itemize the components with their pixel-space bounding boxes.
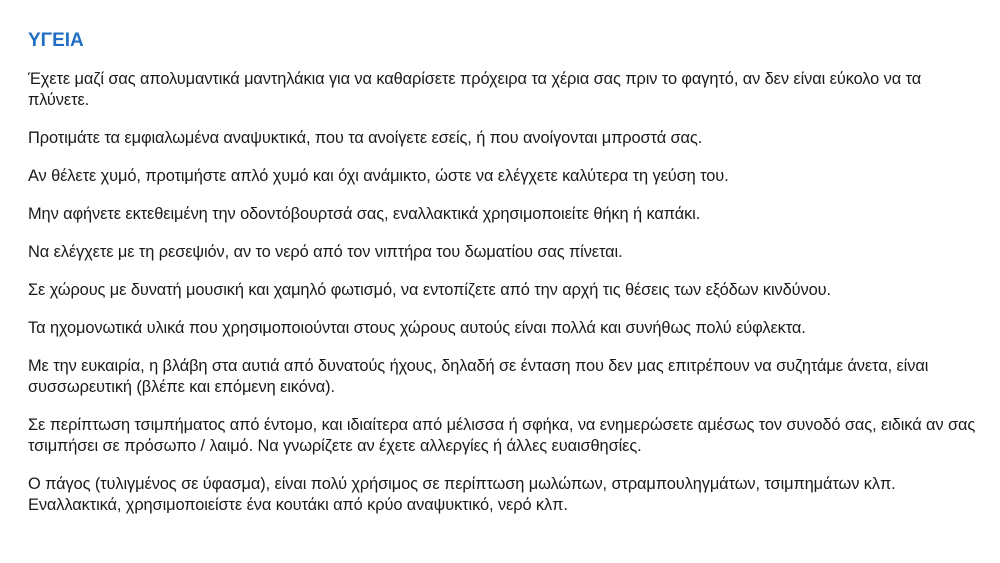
paragraph-insect-sting: Σε περίπτωση τσιμπήματος από έντομο, και ιδιαίτερα από μέλισσα ή σφήκα, να ενημερώσετε αμέσως τον συνοδό σας, ειδικά αν σας τσιμπήσει σε πρόσωπο / λαιμό. Να γνωρίζετε αν έχετε αλλεργίες ή άλλες ευαισθησίες. <box>28 416 976 455</box>
page-title: ΥΓΕΙΑ <box>28 30 84 51</box>
paragraph-hearing-damage: Με την ευκαιρία, η βλάβη στα αυτιά από δυνατούς ήχους, δηλαδή σε ένταση που δεν μας επιτρέπουν να συζητάμε άνετα, είναι συσσωρευτική (βλέπε και επόμενη εικόνα). <box>28 357 929 396</box>
paragraph-bottled-drinks: Προτιμάτε τα εμφιαλωμένα αναψυκτικά, που τα ανοίγετε εσείς, ή που ανοίγονται μπροστά σας. <box>28 129 703 147</box>
document-page <box>28 30 978 533</box>
paragraph-sanitizer-wipes: Έχετε μαζί σας απολυμαντικά μαντηλάκια για να καθαρίσετε πρόχειρα τα χέρια σας πριν το φαγητό, αν δεν είναι εύκολο να τα πλύνετε. <box>28 70 922 109</box>
paragraph-soundproofing: Τα ηχομονωτικά υλικά που χρησιμοποιούνται στους χώρους αυτούς είναι πολλά και συνήθως πολύ εύφλεκτα. <box>28 319 806 337</box>
paragraph-toothbrush: Μην αφήνετε εκτεθειμένη την οδοντόβουρτσά σας, εναλλακτικά χρησιμοποιείτε θήκη ή καπάκι. <box>28 205 701 223</box>
paragraph-emergency-exits: Σε χώρους με δυνατή μουσική και χαμηλό φωτισμό, να εντοπίζετε από την αρχή τις θέσεις των εξόδων κινδύνου. <box>28 281 831 299</box>
paragraph-tap-water: Να ελέγχετε με τη ρεσεψιόν, αν το νερό από τον νιπτήρα του δωματίου σας πίνεται. <box>28 243 623 261</box>
paragraph-ice: Ο πάγος (τυλιγμένος σε ύφασμα), είναι πολύ χρήσιμος σε περίπτωση μωλώπων, στραμπουληγμάτων, τσιμπημάτων κλπ. Εναλλακτικά, χρησιμοποιείστε ένα κουτάκι από κρύο αναψυκτικό, νερό κλπ. <box>28 475 896 514</box>
paragraph-juice: Αν θέλετε χυμό, προτιμήστε απλό χυμό και όχι ανάμικτο, ώστε να ελέγχετε καλύτερα τη γεύση του. <box>28 167 729 185</box>
